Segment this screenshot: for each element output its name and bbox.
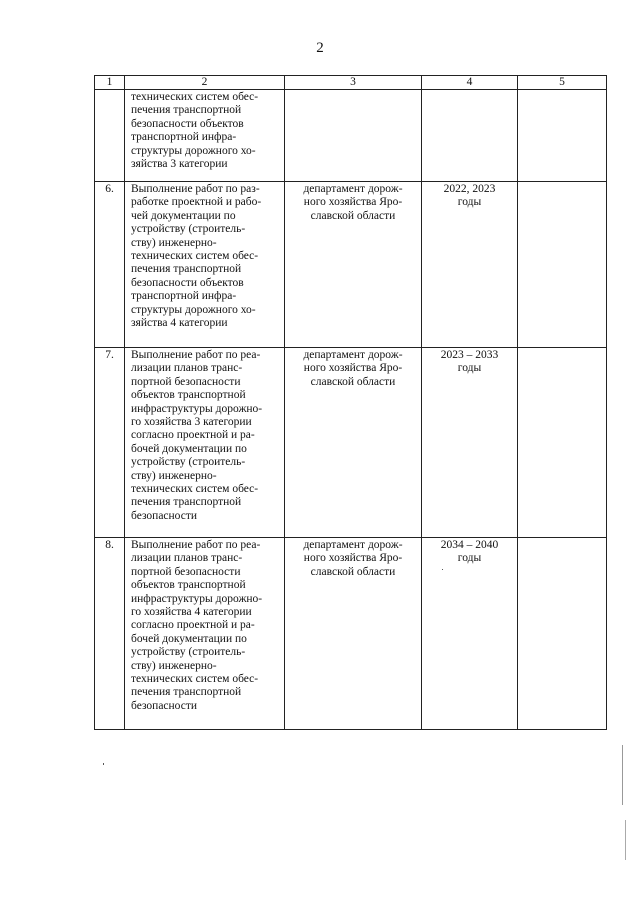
measure-description-line: печения транспортной (131, 104, 242, 117)
measure-description-line: чей документации по (131, 209, 236, 222)
responsible-department-line: департамент дорож- (303, 539, 403, 551)
scan-speck (442, 569, 443, 570)
measure-description-line: безопасности (131, 699, 198, 712)
execution-period-line: годы (457, 552, 482, 565)
measure-description-line: инфраструктуры дорожно- (131, 402, 263, 415)
row-number: 8. (95, 538, 125, 730)
measure-description-line: ству) инженерно- (131, 469, 217, 482)
measure-description-line: лизации планов транс- (131, 362, 243, 375)
measure-description-line: Выполнение работ по раз- (131, 183, 260, 195)
header-col-3: 3 (285, 76, 422, 90)
measure-description-line: Выполнение работ по реа- (131, 349, 261, 361)
measure-description-line: печения транспортной (131, 496, 242, 509)
measure-description-line: работке проектной и рабо- (131, 196, 262, 209)
measure-description-line: транспортной инфра- (131, 290, 237, 303)
measure-description-line: устройству (строитель- (131, 223, 246, 236)
responsible-department-line: департамент дорож- (303, 183, 403, 195)
header-col-4: 4 (422, 76, 518, 90)
col-5-cell (518, 182, 607, 348)
col-5-cell (518, 90, 607, 182)
measure-description-line: структуры дорожного хо- (131, 303, 256, 316)
responsible-department-line: ного хозяйства Яро- (303, 196, 403, 209)
measure-description-line: бочей документации по (131, 442, 247, 455)
scan-speck (103, 763, 104, 765)
execution-period-line: 2023 – 2033 (440, 349, 499, 361)
execution-period-line: годы (457, 196, 482, 209)
responsible-department (285, 538, 422, 730)
execution-period (422, 348, 518, 538)
table-header-row (95, 76, 607, 90)
responsible-department-line: славской области (310, 209, 396, 222)
scan-speck (625, 820, 626, 860)
measure-description-line: портной безопасности (131, 565, 241, 578)
page-number: 2 (316, 40, 324, 56)
table-row (95, 182, 607, 348)
measure-description (125, 538, 285, 730)
measure-description-line: безопасности объектов (131, 276, 244, 289)
col-5-cell (518, 538, 607, 730)
execution-period (422, 182, 518, 348)
responsible-department (285, 90, 422, 182)
measure-description (125, 182, 285, 348)
measure-description-line: устройству (строитель- (131, 646, 246, 659)
measure-description-line: технических систем обес- (131, 91, 259, 103)
header-col-1: 1 (95, 76, 125, 90)
measure-description-line: устройству (строитель- (131, 456, 246, 469)
measure-description-line: ству) инженерно- (131, 659, 217, 672)
execution-period-line: 2022, 2023 (443, 183, 496, 195)
measure-description-line: согласно проектной и ра- (131, 619, 255, 632)
col-5-cell (518, 348, 607, 538)
measure-description-line: го хозяйства 4 категории (131, 606, 252, 619)
table-row (95, 538, 607, 730)
responsible-department-line: ного хозяйства Яро- (303, 362, 403, 375)
execution-period-line: годы (457, 362, 482, 375)
measure-description-line: портной безопасности (131, 375, 241, 388)
row-number: 6. (95, 182, 125, 348)
measure-description-line: согласно проектной и ра- (131, 429, 255, 442)
measure-description (125, 90, 285, 182)
row-number (95, 90, 125, 182)
measure-description-line: зяйства 4 категории (131, 317, 228, 330)
header-col-2: 2 (125, 76, 285, 90)
execution-period-line: 2034 – 2040 (440, 539, 499, 551)
measure-description-line: технических систем обес- (131, 673, 259, 686)
measure-description-line: безопасности (131, 509, 198, 522)
measure-description-line: структуры дорожного хо- (131, 144, 256, 157)
measure-description-line: инфраструктуры дорожно- (131, 592, 263, 605)
row-number: 7. (95, 348, 125, 538)
responsible-department-line: департамент дорож- (303, 349, 403, 361)
measure-description-line: Выполнение работ по реа- (131, 539, 261, 551)
table-row (95, 90, 607, 182)
measure-description-line: объектов транспортной (131, 579, 246, 592)
execution-period (422, 538, 518, 730)
measure-description-line: печения транспортной (131, 686, 242, 699)
measure-description-line: безопасности объектов (131, 117, 244, 130)
scan-speck (622, 745, 623, 805)
measure-description-line: технических систем обес- (131, 483, 259, 496)
measure-description-line: печения транспортной (131, 263, 242, 276)
table-row (95, 348, 607, 538)
header-col-5: 5 (518, 76, 607, 90)
measure-description-line: ству) инженерно- (131, 236, 217, 249)
responsible-department-line: славской области (310, 565, 396, 578)
measure-description-line: транспортной инфра- (131, 131, 237, 144)
measure-description-line: зяйства 3 категории (131, 158, 228, 171)
table-body (95, 90, 607, 730)
responsible-department-line: славской области (310, 375, 396, 388)
measure-description-line: лизации планов транс- (131, 552, 243, 565)
measure-description (125, 348, 285, 538)
measures-table (94, 75, 607, 730)
responsible-department (285, 182, 422, 348)
measure-description-line: бочей документации по (131, 632, 247, 645)
execution-period (422, 90, 518, 182)
responsible-department (285, 348, 422, 538)
measure-description-line: го хозяйства 3 категории (131, 416, 252, 429)
responsible-department-line: ного хозяйства Яро- (303, 552, 403, 565)
measure-description-line: объектов транспортной (131, 389, 246, 402)
measure-description-line: технических систем обес- (131, 250, 259, 263)
